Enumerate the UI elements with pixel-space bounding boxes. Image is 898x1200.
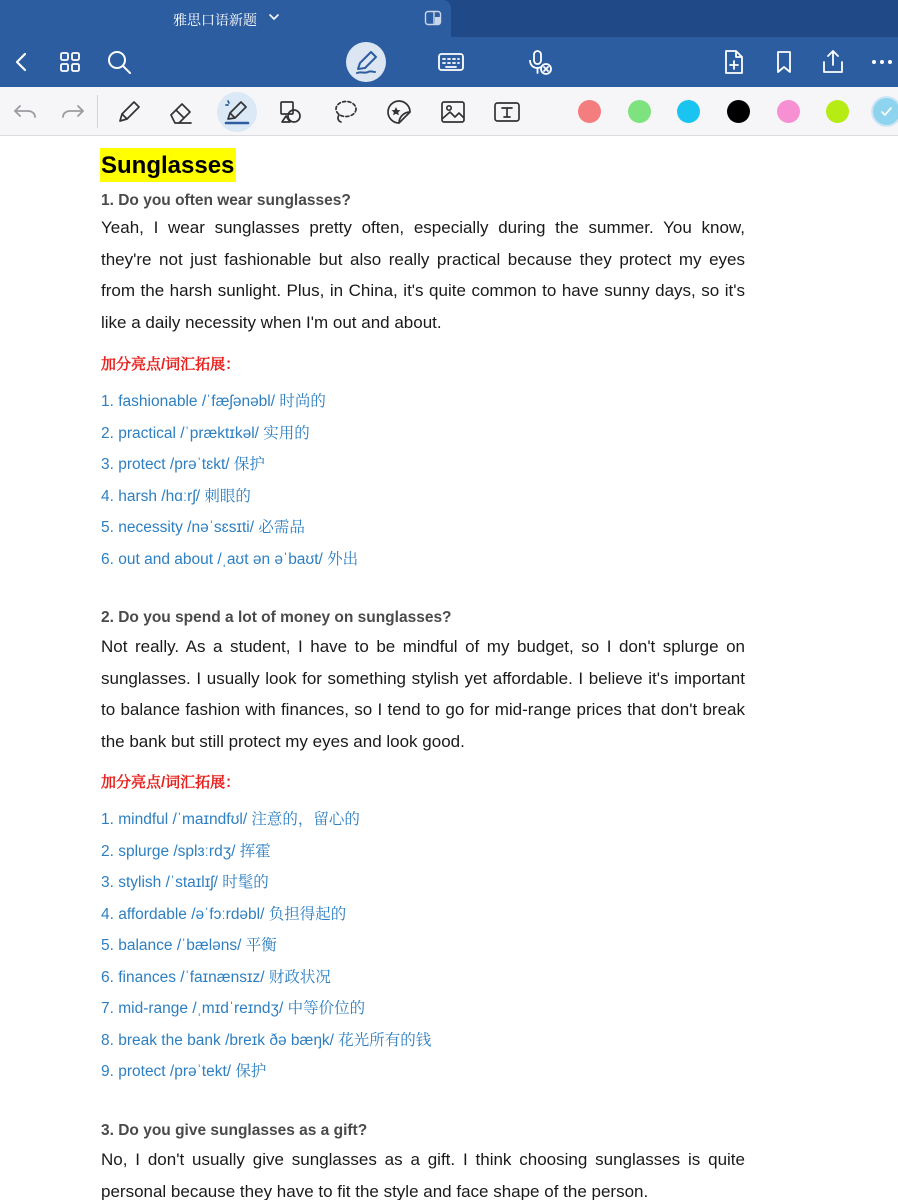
color-swatch-lime[interactable] bbox=[826, 100, 849, 123]
image-icon[interactable] bbox=[438, 97, 468, 127]
redo-icon[interactable] bbox=[58, 97, 88, 127]
highlighter-icon[interactable] bbox=[222, 97, 252, 127]
question-3: 3. Do you give sunglasses as a gift? bbox=[101, 1122, 368, 1139]
question-2: 2. Do you spend a lot of money on sunglasses? bbox=[101, 609, 452, 626]
shapes-icon[interactable] bbox=[276, 97, 306, 127]
vocab-item: 4. affordable /əˈfɔːrdəbl/ 负担得起的 bbox=[101, 905, 347, 923]
checkmark-icon bbox=[873, 98, 898, 125]
bookmark-icon[interactable] bbox=[770, 48, 798, 76]
chevron-down-icon[interactable] bbox=[268, 10, 280, 24]
mic-off-icon[interactable] bbox=[525, 48, 553, 76]
question-1: 1. Do you often wear sunglasses? bbox=[101, 192, 351, 209]
vocab-item: 5. balance /ˈbæləns/ 平衡 bbox=[101, 937, 277, 954]
vocab-list-2 bbox=[101, 804, 431, 1088]
color-swatch-pink[interactable] bbox=[777, 100, 800, 123]
document-page bbox=[0, 136, 898, 1200]
vocab-item: 6. out and about /ˌaʊt ən əˈbaʊt/ 外出 bbox=[101, 550, 359, 568]
tab-bar bbox=[0, 0, 898, 37]
vocab-item: 2. practical /ˈpræktɪkəl/ 实用的 bbox=[101, 424, 310, 442]
tab-document[interactable] bbox=[0, 0, 451, 37]
vocab-label-2: 加分亮点/词汇拓展： bbox=[101, 774, 241, 791]
vocab-item: 1. fashionable /ˈfæʃənəbl/ 时尚的 bbox=[101, 393, 326, 410]
vocab-list-1 bbox=[101, 386, 358, 575]
vocab-item: 6. finances /ˈfaɪnænsɪz/ 财政状况 bbox=[101, 968, 331, 986]
vocab-item: 1. mindful /ˈmaɪndfʊl/ 注意的，留心的 bbox=[101, 811, 360, 828]
vocab-item: 2. splurge /splɜːrdʒ/ 挥霍 bbox=[101, 842, 271, 860]
vocab-label-1: 加分亮点/词汇拓展： bbox=[101, 356, 241, 373]
vocab-item: 4. harsh /hɑːrʃ/ 刺眼的 bbox=[101, 487, 251, 505]
search-icon[interactable] bbox=[105, 48, 133, 76]
answer-3: No, I don't usually give sunglasses as a gift. I think choosing sunglasses is quite personal because they have to fit the style and face shape of the person. bbox=[101, 1150, 745, 1200]
answer-2: Not really. As a student, I have to be mindful of my budget, so I don't splurge on sunglasses. I usually look for something stylish yet affordable. I believe it's important to balance fashion with finances, so I tend to go for mid-range prices that don't break the bank but still protect my eyes and look good. bbox=[101, 637, 745, 751]
color-swatch-green[interactable] bbox=[628, 100, 651, 123]
vocab-item: 3. protect /prəˈtɛkt/ 保护 bbox=[101, 456, 265, 473]
color-swatch-black[interactable] bbox=[727, 100, 750, 123]
add-page-icon[interactable] bbox=[720, 48, 748, 76]
vocab-item: 7. mid-range /ˌmɪdˈreɪndʒ/ 中等价位的 bbox=[101, 1000, 366, 1017]
grid-icon[interactable] bbox=[56, 48, 84, 76]
sticker-icon[interactable] bbox=[384, 97, 414, 127]
eraser-icon[interactable] bbox=[166, 97, 196, 127]
lasso-icon[interactable] bbox=[330, 97, 360, 127]
vocab-item: 8. break the bank /breɪk ðə bæŋk/ 花光所有的钱 bbox=[101, 1031, 432, 1049]
toolbar-divider bbox=[97, 95, 98, 128]
color-swatch-light-blue-selected[interactable] bbox=[873, 98, 898, 125]
color-swatch-cyan[interactable] bbox=[677, 100, 700, 123]
answer-1: Yeah, I wear sunglasses pretty often, especially during the summer. You know, they're not just fashionable but also really practical because they protect my eyes from the harsh sunlight. Plus, in China, it's quite common to have sunny days, so it's like a daily necessity when I'm out and about. bbox=[101, 218, 745, 332]
tools-bar bbox=[0, 87, 898, 136]
tab-title: 雅思口语新题 bbox=[173, 12, 257, 28]
color-swatch-red[interactable] bbox=[578, 100, 601, 123]
main-toolbar bbox=[0, 37, 898, 87]
more-icon[interactable] bbox=[868, 48, 896, 76]
back-icon[interactable] bbox=[8, 48, 36, 76]
keyboard-icon[interactable] bbox=[437, 48, 465, 76]
vocab-item: 9. protect /prəˈtekt/ 保护 bbox=[101, 1063, 267, 1080]
pen-mode-icon[interactable] bbox=[352, 48, 380, 76]
vocab-item: 3. stylish /ˈstaɪlɪʃ/ 时髦的 bbox=[101, 874, 269, 891]
vocab-item: 5. necessity /nəˈsɛsɪti/ 必需品 bbox=[101, 519, 305, 536]
share-icon[interactable] bbox=[819, 48, 847, 76]
split-view-icon[interactable] bbox=[424, 10, 442, 26]
undo-icon[interactable] bbox=[10, 97, 40, 127]
text-icon[interactable] bbox=[492, 97, 522, 127]
pen-icon[interactable] bbox=[114, 97, 144, 127]
document-heading: Sunglasses bbox=[100, 148, 236, 182]
